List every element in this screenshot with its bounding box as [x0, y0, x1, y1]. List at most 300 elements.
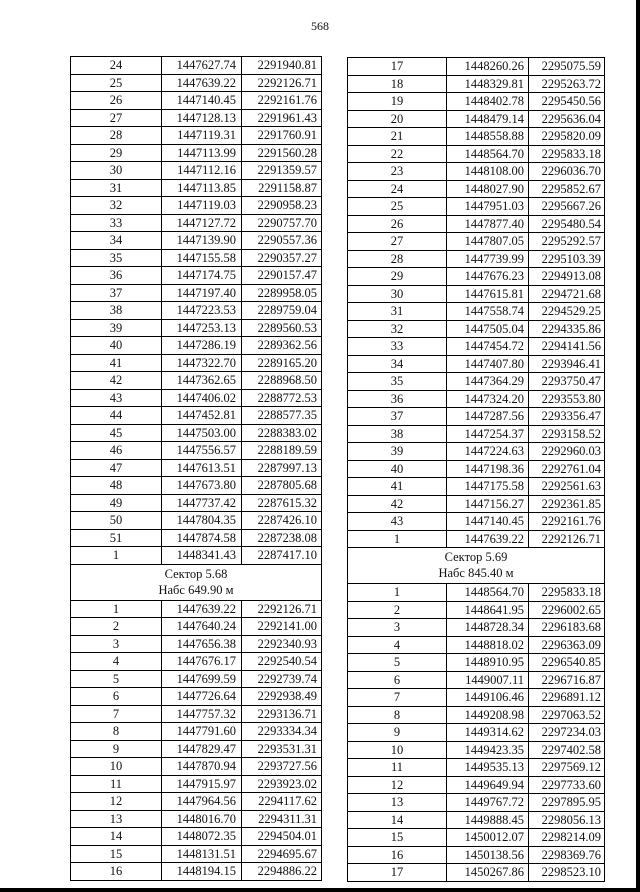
table-row — [70, 688, 322, 706]
x-coordinate: 1448016.70 — [161, 811, 241, 828]
point-number: 2 — [393, 602, 401, 617]
y-coordinate: 2295103.39 — [528, 251, 604, 268]
point-number: 1 — [112, 601, 120, 616]
point-number: 16 — [109, 864, 123, 878]
table-row — [347, 286, 605, 304]
table-row — [347, 759, 605, 777]
x-coordinate: 1447639.22 — [161, 601, 241, 618]
y-coordinate: 2296036.70 — [528, 163, 604, 180]
point-number: 7 — [393, 690, 401, 704]
y-coordinate: 2295450.56 — [528, 93, 604, 110]
y-coordinate: 2294721.68 — [528, 286, 604, 303]
table-row — [347, 216, 605, 234]
table-row — [70, 601, 322, 619]
x-coordinate: 1447197.40 — [161, 285, 241, 302]
y-coordinate: 2296183.68 — [528, 619, 604, 636]
point-number: 43 — [109, 390, 123, 405]
table-row — [347, 461, 605, 479]
point-number: 5 — [112, 671, 120, 686]
table-row — [347, 338, 605, 356]
rows-bottom — [347, 584, 605, 882]
y-coordinate: 2297402.58 — [528, 742, 604, 759]
point-number: 19 — [390, 94, 404, 108]
point-number: 35 — [109, 250, 123, 265]
x-coordinate: 1447699.59 — [161, 671, 241, 688]
x-coordinate: 1447174.75 — [161, 267, 241, 284]
x-coordinate: 1447639.22 — [161, 75, 241, 92]
x-coordinate: 1449423.35 — [446, 742, 528, 759]
point-number: 50 — [109, 513, 123, 527]
x-coordinate: 1447127.72 — [161, 215, 241, 232]
point-number: 11 — [109, 776, 123, 791]
point-number: 29 — [109, 145, 123, 160]
x-coordinate: 1447874.58 — [161, 530, 241, 547]
table-row — [347, 794, 605, 812]
point-number: 31 — [109, 180, 123, 195]
y-coordinate: 2291760.91 — [241, 127, 321, 144]
x-coordinate: 1447615.81 — [446, 286, 528, 303]
x-coordinate: 1447198.36 — [446, 461, 528, 478]
x-coordinate: 1447286.19 — [161, 337, 241, 354]
x-coordinate: 1448341.43 — [161, 547, 241, 564]
point-number: 48 — [109, 478, 123, 492]
point-number: 16 — [390, 847, 404, 862]
x-coordinate: 1448564.70 — [446, 146, 528, 163]
y-coordinate: 2295075.59 — [528, 58, 604, 75]
y-coordinate: 2287615.32 — [241, 495, 321, 512]
x-coordinate: 1447224.63 — [446, 443, 528, 460]
y-coordinate: 2293923.02 — [241, 776, 321, 793]
y-coordinate: 2298369.76 — [528, 847, 604, 864]
x-coordinate: 1447505.04 — [446, 321, 528, 338]
y-coordinate: 2298214.09 — [528, 829, 604, 846]
point-number: 1 — [393, 531, 401, 546]
point-number: 46 — [109, 443, 123, 457]
point-number: 37 — [109, 285, 123, 300]
point-number: 34 — [390, 356, 404, 371]
table-row — [70, 145, 322, 163]
point-number: 35 — [390, 374, 404, 388]
y-coordinate: 2292739.74 — [241, 671, 321, 688]
x-coordinate: 1447737.42 — [161, 495, 241, 512]
table-row — [347, 619, 605, 637]
table-row — [70, 477, 322, 495]
x-coordinate: 1447287.56 — [446, 408, 528, 425]
y-coordinate: 2290557.36 — [241, 232, 321, 249]
y-coordinate: 2294886.22 — [241, 863, 321, 880]
table-row — [347, 111, 605, 129]
table-row — [70, 758, 322, 776]
rows-bottom — [70, 601, 322, 881]
y-coordinate: 2297569.12 — [528, 759, 604, 776]
y-coordinate: 2294529.25 — [528, 303, 604, 320]
x-coordinate: 1448260.26 — [446, 58, 528, 75]
point-number: 7 — [112, 706, 120, 721]
table-row — [70, 636, 322, 654]
point-number: 12 — [390, 777, 404, 792]
x-coordinate: 1448027.90 — [446, 181, 528, 198]
point-number: 6 — [112, 689, 120, 703]
table-row — [70, 653, 322, 671]
y-coordinate: 2293946.41 — [528, 356, 604, 373]
point-number: 3 — [393, 620, 401, 634]
x-coordinate: 1447139.90 — [161, 232, 241, 249]
table-row — [70, 302, 322, 320]
point-number: 38 — [109, 303, 123, 317]
x-coordinate: 1447119.31 — [161, 127, 241, 144]
table-row — [70, 75, 322, 93]
table-row — [70, 828, 322, 846]
point-number: 1 — [112, 548, 120, 562]
table-row — [347, 777, 605, 795]
point-number: 43 — [390, 514, 404, 528]
x-coordinate: 1448728.34 — [446, 619, 528, 636]
point-number: 47 — [109, 460, 123, 475]
table-row — [70, 267, 322, 285]
table-row — [70, 407, 322, 425]
table-row — [347, 707, 605, 725]
point-number: 2 — [112, 619, 120, 633]
x-coordinate: 1447362.65 — [161, 372, 241, 389]
point-number: 41 — [109, 355, 123, 370]
table-row — [347, 812, 605, 830]
table-row — [70, 110, 322, 128]
x-coordinate: 1447503.00 — [161, 425, 241, 442]
point-number: 13 — [390, 795, 404, 809]
x-coordinate: 1449314.62 — [446, 724, 528, 741]
point-number: 40 — [390, 461, 404, 476]
point-number: 33 — [390, 339, 404, 353]
x-coordinate: 1447452.81 — [161, 407, 241, 424]
point-number: 34 — [109, 233, 123, 247]
table-row — [70, 320, 322, 338]
table-row — [347, 654, 605, 672]
x-coordinate: 1448072.35 — [161, 828, 241, 845]
point-number: 38 — [390, 426, 404, 441]
coordinates-table-left — [70, 56, 322, 881]
point-number: 24 — [390, 181, 404, 196]
y-coordinate: 2290157.47 — [241, 267, 321, 284]
x-coordinate: 1447877.40 — [446, 216, 528, 233]
table-row — [70, 337, 322, 355]
point-number: 8 — [112, 724, 120, 738]
sector-header — [347, 548, 605, 584]
point-number: 37 — [390, 409, 404, 423]
y-coordinate: 2289362.56 — [241, 337, 321, 354]
x-coordinate: 1447673.80 — [161, 477, 241, 494]
point-number: 27 — [109, 110, 123, 125]
table-row — [347, 391, 605, 409]
table-row — [70, 723, 322, 741]
table-row — [70, 741, 322, 759]
point-number: 12 — [109, 794, 123, 808]
table-row — [347, 408, 605, 426]
y-coordinate: 2294335.86 — [528, 321, 604, 338]
x-coordinate: 1448564.70 — [446, 584, 528, 601]
y-coordinate: 2290757.70 — [241, 215, 321, 232]
table-row — [347, 303, 605, 321]
rows-top — [347, 58, 605, 548]
x-coordinate: 1447223.53 — [161, 302, 241, 319]
y-coordinate: 2293727.56 — [241, 758, 321, 775]
table-row — [70, 495, 322, 513]
y-coordinate: 2292340.93 — [241, 636, 321, 653]
table-row — [70, 127, 322, 145]
table-row — [70, 618, 322, 636]
table-row — [347, 373, 605, 391]
point-number: 41 — [390, 479, 404, 493]
x-coordinate: 1450267.86 — [446, 864, 528, 881]
y-coordinate: 2295820.09 — [528, 128, 604, 145]
table-row — [70, 232, 322, 250]
y-coordinate: 2293531.31 — [241, 741, 321, 758]
x-coordinate: 1447112.16 — [161, 162, 241, 179]
x-coordinate: 1447113.85 — [161, 180, 241, 197]
x-coordinate: 1448108.00 — [446, 163, 528, 180]
table-row — [70, 460, 322, 478]
table-row — [347, 251, 605, 269]
table-row — [347, 847, 605, 865]
x-coordinate: 1447254.37 — [446, 426, 528, 443]
y-coordinate: 2292126.71 — [241, 601, 321, 618]
point-number: 10 — [109, 759, 123, 773]
table-row — [70, 250, 322, 268]
point-number: 40 — [109, 338, 123, 352]
point-number: 36 — [390, 391, 404, 406]
x-coordinate: 1448194.15 — [161, 863, 241, 880]
y-coordinate: 2292126.71 — [241, 75, 321, 92]
point-number: 26 — [390, 216, 404, 231]
y-coordinate: 2287238.08 — [241, 530, 321, 547]
y-coordinate: 2293334.34 — [241, 723, 321, 740]
point-number: 20 — [390, 111, 404, 126]
point-number: 30 — [109, 163, 123, 177]
x-coordinate: 1447156.27 — [446, 496, 528, 513]
y-coordinate: 2291940.81 — [241, 57, 321, 74]
x-coordinate: 1447128.13 — [161, 110, 241, 127]
table-row — [347, 163, 605, 181]
y-coordinate: 2288968.50 — [241, 372, 321, 389]
point-number: 26 — [109, 93, 123, 107]
x-coordinate: 1448131.51 — [161, 846, 241, 863]
table-row — [347, 531, 605, 549]
point-number: 49 — [109, 495, 123, 510]
x-coordinate: 1449106.46 — [446, 689, 528, 706]
y-coordinate: 2298056.13 — [528, 812, 604, 829]
point-number: 39 — [390, 444, 404, 458]
point-number: 45 — [109, 425, 123, 440]
y-coordinate: 2295636.04 — [528, 111, 604, 128]
y-coordinate: 2294117.62 — [241, 793, 321, 810]
point-number: 8 — [393, 707, 401, 722]
y-coordinate: 2291359.57 — [241, 162, 321, 179]
sector-height: Набс 649.90 м — [158, 582, 234, 597]
table-row — [70, 355, 322, 373]
table-row — [70, 215, 322, 233]
point-number: 11 — [390, 760, 404, 774]
x-coordinate: 1449888.45 — [446, 812, 528, 829]
point-number: 44 — [109, 408, 123, 422]
point-number: 25 — [390, 199, 404, 213]
y-coordinate: 2292361.85 — [528, 496, 604, 513]
x-coordinate: 1448818.02 — [446, 637, 528, 654]
y-coordinate: 2294504.01 — [241, 828, 321, 845]
table-row — [70, 671, 322, 689]
y-coordinate: 2293553.80 — [528, 391, 604, 408]
y-coordinate: 2294311.31 — [241, 811, 321, 828]
y-coordinate: 2293136.71 — [241, 706, 321, 723]
point-number: 13 — [109, 811, 123, 826]
table-row — [347, 829, 605, 847]
y-coordinate: 2297895.95 — [528, 794, 604, 811]
x-coordinate: 1447915.97 — [161, 776, 241, 793]
y-coordinate: 2293750.47 — [528, 373, 604, 390]
y-coordinate: 2287997.13 — [241, 460, 321, 477]
y-coordinate: 2297733.60 — [528, 777, 604, 794]
y-coordinate: 2292761.04 — [528, 461, 604, 478]
point-number: 3 — [112, 636, 120, 651]
x-coordinate: 1447407.80 — [446, 356, 528, 373]
x-coordinate: 1448329.81 — [446, 76, 528, 93]
point-number: 28 — [109, 128, 123, 142]
y-coordinate: 2288577.35 — [241, 407, 321, 424]
table-row — [347, 864, 605, 882]
y-coordinate: 2295833.18 — [528, 146, 604, 163]
x-coordinate: 1448910.95 — [446, 654, 528, 671]
table-row — [347, 268, 605, 286]
point-number: 4 — [393, 637, 401, 652]
x-coordinate: 1447364.29 — [446, 373, 528, 390]
table-row — [347, 198, 605, 216]
table-row — [347, 689, 605, 707]
table-row — [347, 146, 605, 164]
table-row — [347, 742, 605, 760]
x-coordinate: 1447676.23 — [446, 268, 528, 285]
x-coordinate: 1447155.58 — [161, 250, 241, 267]
x-coordinate: 1449208.98 — [446, 707, 528, 724]
table-row — [347, 443, 605, 461]
point-number: 42 — [390, 496, 404, 511]
y-coordinate: 2288383.02 — [241, 425, 321, 442]
x-coordinate: 1447140.45 — [161, 92, 241, 109]
x-coordinate: 1447639.22 — [446, 531, 528, 548]
point-number: 15 — [109, 846, 123, 861]
y-coordinate: 2292126.71 — [528, 531, 604, 548]
point-number: 22 — [390, 146, 404, 161]
point-number: 51 — [109, 530, 123, 545]
x-coordinate: 1447739.99 — [446, 251, 528, 268]
point-number: 42 — [109, 373, 123, 387]
table-row — [347, 58, 605, 76]
x-coordinate: 1447964.56 — [161, 793, 241, 810]
y-coordinate: 2292141.00 — [241, 618, 321, 635]
y-coordinate: 2291560.28 — [241, 145, 321, 162]
y-coordinate: 2292561.63 — [528, 478, 604, 495]
table-row — [347, 356, 605, 374]
x-coordinate: 1450138.56 — [446, 847, 528, 864]
y-coordinate: 2289759.04 — [241, 302, 321, 319]
coordinates-table-right — [347, 57, 605, 882]
table-row — [347, 496, 605, 514]
point-number: 27 — [390, 234, 404, 248]
y-coordinate: 2297063.52 — [528, 707, 604, 724]
y-coordinate: 2296716.87 — [528, 672, 604, 689]
point-number: 39 — [109, 320, 123, 335]
table-row — [70, 793, 322, 811]
point-number: 14 — [109, 829, 123, 843]
y-coordinate: 2292938.49 — [241, 688, 321, 705]
x-coordinate: 1447656.38 — [161, 636, 241, 653]
y-coordinate: 2296002.65 — [528, 602, 604, 619]
x-coordinate: 1447324.20 — [446, 391, 528, 408]
x-coordinate: 1447829.47 — [161, 741, 241, 758]
y-coordinate: 2290357.27 — [241, 250, 321, 267]
table-row — [70, 706, 322, 724]
table-row — [70, 92, 322, 110]
table-row — [347, 478, 605, 496]
table-row — [70, 512, 322, 530]
point-number: 36 — [109, 268, 123, 282]
point-number: 1 — [393, 585, 401, 599]
table-row — [70, 530, 322, 548]
table-row — [70, 863, 322, 881]
sector-header — [70, 565, 322, 601]
point-number: 6 — [393, 672, 401, 687]
x-coordinate: 1447640.24 — [161, 618, 241, 635]
point-number: 9 — [393, 725, 401, 739]
point-number: 17 — [390, 59, 404, 73]
x-coordinate: 1448641.95 — [446, 602, 528, 619]
y-coordinate: 2289958.05 — [241, 285, 321, 302]
x-coordinate: 1447454.72 — [446, 338, 528, 355]
y-coordinate: 2295480.54 — [528, 216, 604, 233]
table-row — [347, 672, 605, 690]
table-row — [70, 811, 322, 829]
x-coordinate: 1449007.11 — [446, 672, 528, 689]
sector-title: Сектор 5.69 — [444, 550, 508, 564]
sector-title: Сектор 5.68 — [164, 566, 228, 581]
x-coordinate: 1447613.51 — [161, 460, 241, 477]
y-coordinate: 2294141.56 — [528, 338, 604, 355]
point-number: 31 — [390, 304, 404, 318]
table-row — [347, 637, 605, 655]
point-number: 18 — [390, 76, 404, 91]
y-coordinate: 2292960.03 — [528, 443, 604, 460]
x-coordinate: 1448479.14 — [446, 111, 528, 128]
x-coordinate: 1447807.05 — [446, 233, 528, 250]
x-coordinate: 1449535.13 — [446, 759, 528, 776]
x-coordinate: 1447140.45 — [446, 513, 528, 530]
y-coordinate: 2296891.12 — [528, 689, 604, 706]
y-coordinate: 2295667.26 — [528, 198, 604, 215]
y-coordinate: 2298523.10 — [528, 864, 604, 881]
sector-height: Набс 845.40 м — [438, 566, 514, 580]
table-row — [70, 425, 322, 443]
y-coordinate: 2295833.18 — [528, 584, 604, 601]
y-coordinate: 2296363.09 — [528, 637, 604, 654]
table-row — [347, 426, 605, 444]
y-coordinate: 2295852.67 — [528, 181, 604, 198]
point-number: 4 — [112, 654, 120, 668]
y-coordinate: 2287417.10 — [241, 547, 321, 564]
table-row — [70, 390, 322, 408]
y-coordinate: 2292161.76 — [241, 92, 321, 109]
point-number: 33 — [109, 215, 123, 230]
x-coordinate: 1447556.57 — [161, 442, 241, 459]
x-coordinate: 1449767.72 — [446, 794, 528, 811]
x-coordinate: 1448558.88 — [446, 128, 528, 145]
point-number: 14 — [390, 812, 404, 827]
